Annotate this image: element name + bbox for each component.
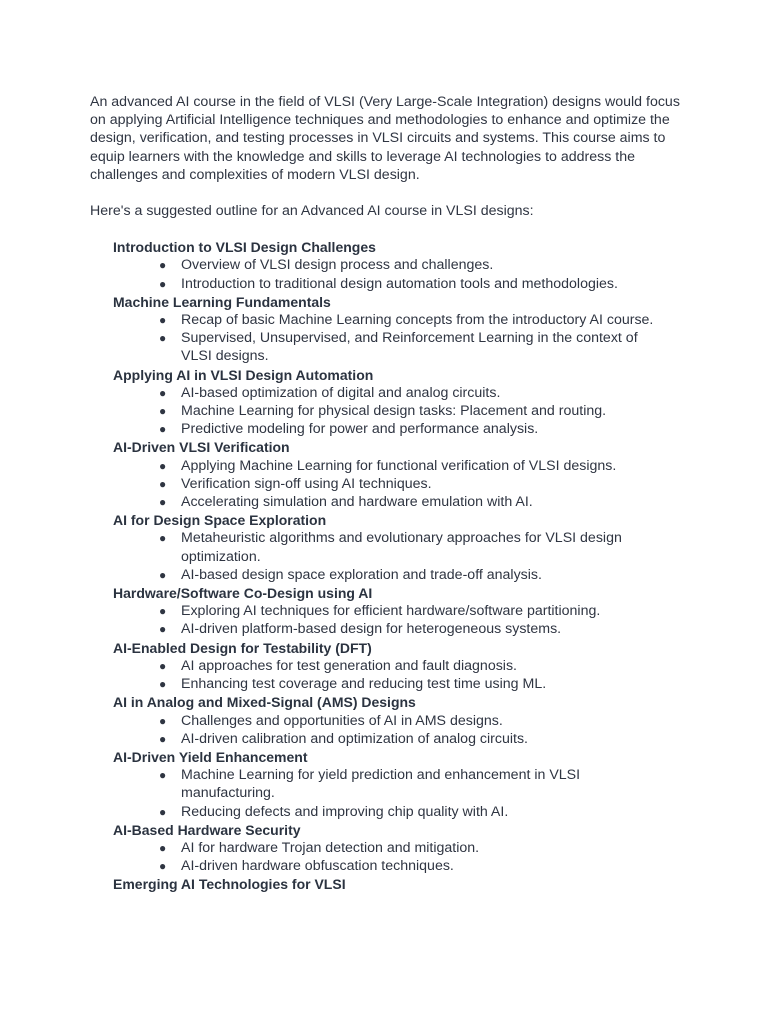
list-item-text: AI for hardware Trojan detection and mitigation. (181, 839, 480, 856)
section-bullets (90, 529, 690, 584)
list-item-text: Challenges and opportunities of AI in AMS designs. (181, 712, 503, 729)
section-bullets (90, 384, 690, 439)
bullet-dot-icon: ● (159, 604, 167, 619)
list-item (159, 620, 671, 638)
bullet-dot-icon: ● (159, 567, 167, 582)
bullet-dot-icon: ● (159, 404, 167, 419)
bullet-dot-icon: ● (159, 768, 167, 783)
list-item (159, 657, 671, 675)
outline-section (90, 821, 690, 876)
list-item (159, 329, 671, 365)
bullet-dot-icon: ● (159, 713, 167, 728)
list-item (159, 857, 671, 875)
section-title: AI-Enabled Design for Testability (DFT) (113, 639, 372, 656)
list-item (159, 839, 671, 857)
section-title: AI-Driven VLSI Verification (113, 439, 290, 456)
bullet-dot-icon: ● (159, 622, 167, 637)
outline-section (90, 438, 690, 511)
outline-section (90, 875, 690, 893)
list-item (159, 730, 671, 748)
list-item-text: Reducing defects and improving chip quality with AI. (181, 803, 509, 820)
list-item-text: Exploring AI techniques for efficient hardware/software partitioning. (181, 603, 601, 620)
section-bullets (90, 839, 690, 875)
outline-section (90, 511, 690, 584)
list-item-text: Supervised, Unsupervised, and Reinforcement Learning in the context of VLSI designs. (181, 330, 638, 365)
outline-section (90, 238, 690, 293)
list-item-text: Applying Machine Learning for functional verification of VLSI designs. (181, 457, 617, 474)
list-item (159, 766, 671, 802)
list-item (159, 803, 671, 821)
list-item-text: Metaheuristic algorithms and evolutionary approaches for VLSI design optimization. (181, 530, 622, 565)
list-item-text: Predictive modeling for power and performance analysis. (181, 421, 539, 438)
bullet-dot-icon: ● (159, 385, 167, 400)
intro-paragraph: An advanced AI course in the field of VLSI (Very Large-Scale Integration) designs would focus on applying Artificial Intelligence techniques and methodologies to enhance and optimize the design, verification, and testing processes in VLSI circuits and systems. This course aims to equip learners with the knowledge and skills to leverage AI technologies to address the challenges and complexities of modern VLSI design. (90, 94, 680, 183)
bullet-dot-icon: ● (159, 804, 167, 819)
list-item-text: Verification sign-off using AI techniques. (181, 475, 432, 492)
bullet-dot-icon: ● (159, 859, 167, 874)
list-item-text: Accelerating simulation and hardware emulation with AI. (181, 494, 533, 511)
section-bullets (90, 657, 690, 693)
section-title: Introduction to VLSI Design Challenges (113, 239, 376, 256)
bullet-dot-icon: ● (159, 840, 167, 855)
bullet-dot-icon: ● (159, 731, 167, 746)
document-page (90, 93, 690, 894)
outline-section (90, 584, 690, 639)
section-bullets (90, 256, 690, 292)
list-item (159, 311, 671, 329)
list-item-text: AI approaches for test generation and fault diagnosis. (181, 657, 517, 674)
list-item-text: Introduction to traditional design automation tools and methodologies. (181, 275, 618, 292)
bullet-dot-icon: ● (159, 276, 167, 291)
section-bullets (90, 766, 690, 821)
section-title: AI for Design Space Exploration (113, 512, 327, 529)
list-item (159, 529, 671, 565)
section-title: Emerging AI Technologies for VLSI (113, 876, 346, 893)
course-outline (90, 238, 690, 893)
section-bullets (90, 602, 690, 638)
list-item (159, 566, 671, 584)
list-item-text: Machine Learning for yield prediction and enhancement in VLSI manufacturing. (181, 767, 581, 802)
list-item-text: AI-driven calibration and optimization of analog circuits. (181, 730, 528, 747)
section-title: Hardware/Software Co-Design using AI (113, 585, 373, 602)
section-bullets (90, 712, 690, 748)
bullet-dot-icon: ● (159, 331, 167, 346)
section-title: AI-Based Hardware Security (113, 821, 301, 838)
outline-section (90, 293, 690, 366)
section-title: Machine Learning Fundamentals (113, 293, 331, 310)
bullet-dot-icon: ● (159, 476, 167, 491)
section-title: Applying AI in VLSI Design Automation (113, 366, 374, 383)
outline-section (90, 748, 690, 821)
list-item-text: AI-driven platform-based design for heterogeneous systems. (181, 621, 562, 638)
list-item (159, 256, 671, 274)
list-item-text: AI-based optimization of digital and analog circuits. (181, 384, 501, 401)
list-item (159, 602, 671, 620)
list-item (159, 675, 671, 693)
outline-section (90, 366, 690, 439)
section-title: AI in Analog and Mixed-Signal (AMS) Designs (113, 694, 416, 711)
bullet-dot-icon: ● (159, 495, 167, 510)
list-item (159, 420, 671, 438)
list-item (159, 712, 671, 730)
bullet-dot-icon: ● (159, 458, 167, 473)
bullet-dot-icon: ● (159, 531, 167, 546)
list-item-text: Machine Learning for physical design tasks: Placement and routing. (181, 403, 607, 420)
bullet-dot-icon: ● (159, 422, 167, 437)
list-item (159, 384, 671, 402)
list-item-text: Overview of VLSI design process and challenges. (181, 257, 494, 274)
list-item (159, 275, 671, 293)
list-item-text: Enhancing test coverage and reducing test time using ML. (181, 676, 547, 693)
bullet-dot-icon: ● (159, 677, 167, 692)
section-bullets (90, 311, 690, 366)
outline-section (90, 693, 690, 748)
bullet-dot-icon: ● (159, 658, 167, 673)
bullet-dot-icon: ● (159, 258, 167, 273)
list-item-text: Recap of basic Machine Learning concepts from the introductory AI course. (181, 312, 654, 329)
list-item (159, 475, 671, 493)
outline-lead: Here's a suggested outline for an Advanced AI course in VLSI designs: (90, 203, 534, 220)
list-item-text: AI-based design space exploration and trade-off analysis. (181, 566, 542, 583)
list-item (159, 493, 671, 511)
list-item (159, 402, 671, 420)
section-bullets (90, 457, 690, 512)
list-item (159, 457, 671, 475)
outline-section (90, 639, 690, 694)
section-title: AI-Driven Yield Enhancement (113, 748, 308, 765)
bullet-dot-icon: ● (159, 313, 167, 328)
list-item-text: AI-driven hardware obfuscation techniques. (181, 858, 454, 875)
